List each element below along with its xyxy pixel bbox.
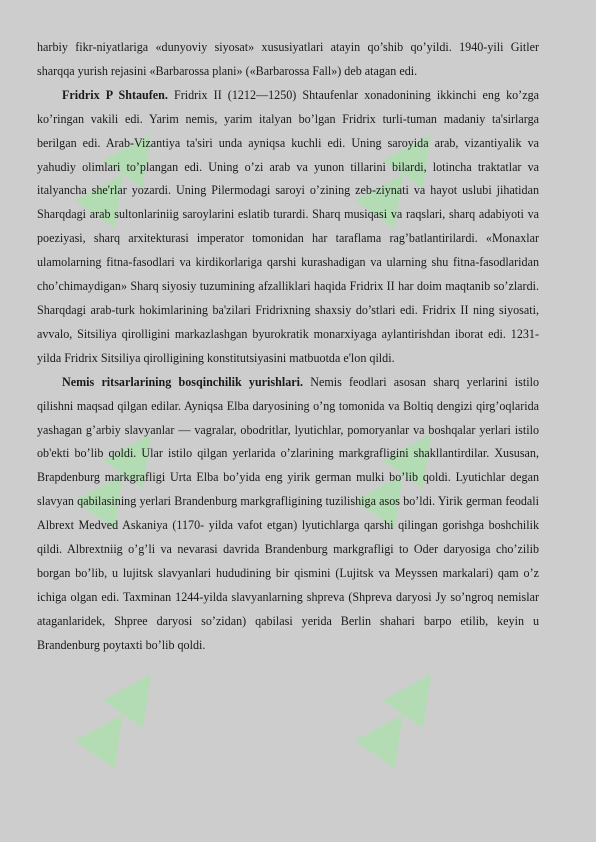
section-heading-nemis-ritsarlari: Nemis ritsarlarining bosqinchilik yurishlari.	[62, 374, 304, 389]
watermark-mark: ▶▶	[340, 650, 458, 774]
paragraph-text: Fridrix II (1212—1250) Shtaufenlar xonadonining ikkinchi eng ko’zga ko’ringan vakili edi. Yarim nemis, yarim italyan bo’lgan Fridrix turli-tuman madaniy ta'sirlarga berilgan edi. Arab-Vizantiya ta'siri unda ayniqsa kuchli edi. Uning saroyida arab, vizantiyalik va yahudiy olimlari to’plangan edi. Uning o’zi arab va yunon tillarini bilardi, lotincha traktatlar va italyancha she'rlar yozardi. Uning Pilermodagi saroyi o’zining zeb-ziynati va hayot uslubi jihatidan Sharqdagi arab sultonlariniig saroylarini eslatib turardi. Sharq musiqasi va raqslari, sharq adabiyoti va poeziyasi, sharq arxitekturasi imperator tomonidan har taraflama rag’batlantirilardi. «Monaxlar ulamolarning fitna-fasodlari va kirdikorlariga qarshi kurashadigan va ularning shu fitna-fasodlaridan cho’chimaydigan» Sharq siyosiy tuzumining afzalliklari haqida Fridrix II har doim maqtanib so’zlardi. Sharqdagi arab-turk hokimlarining ba'zilari Fridrixning shaxsiy do’stlari edi. Fridrix II ning siyosati, avvalo, Sitsiliya qirolligini markazlashgan byurokratik monarxiyaga aylantirishdan iborat edi. 1231- yilda Fridrix Sitsiliya qirolligining konstitutsiyasini matbuotda e'lon qildi.	[37, 87, 539, 365]
paragraph-text: harbiy fikr-niyatlariga «dunyoviy siyosat» xususiyatlari atayin qo’shib qo’yildi. 1940-yili Gitler sharqqa yurish rejasini «Barbarossa plani» («Barbarossa Fall») deb atagan edi.	[37, 40, 539, 78]
paragraph-3	[37, 371, 539, 658]
body-text	[37, 36, 539, 658]
watermark-mark: ▶▶	[340, 410, 458, 534]
paragraph-text: Nemis feodlari asosan sharq yerlarini istilo qilishni maqsad qilgan edilar. Ayniqsa Elba daryosining o’ng tomonida va Boltiq dengizi qirg’oqlarida yashagan g’arbiy slavyanlar — vagralar, obodritlar, lyutichlar, pomoryanlar va boshqalar yerlari istilo ob'ekti bo’lib qoldi. Ular istilo qilgan yerlarida o’zlarining markgrafligini shakllantirdilar. Xususan, Brapdenburg markgrafligi Urta Elba bo’yida eng yirik german mulki bo’lib qoldi. Lyutichlar degan slavyan qabilasining yerlari Brandenburg markgrafligining tuzilishiga asos bo’ldi. Yirik german feodali Albrext Medved Askaniya (1170- yilda vafot etgan) lyutichlarga qarshi qilingan gorishga boshchilik qildi. Albrextniig o’g’li va nevarasi davrida Brandenburg markgrafligi to Oder daryosiga cho’zilib borgan bo’lib, u lujitsk slavyanlari hududining bir qismini (Lujitsk va Meyssen markalari) qam o’z ichiga olgan edi. Taxminan 1244-yilda slavyanlarning shpreva (Shpreva daryosi Jy so’ngroq nemislar ataganlaridek, Shpree daryosi so’zidan) qabilasi yerida Berlin shahari barpo etilib, keyin u Brandenburg poytaxti bo’lib qoldi.	[37, 374, 540, 652]
paragraph-1	[37, 36, 539, 84]
watermark-mark: ▶▶	[60, 410, 178, 534]
watermark-mark: ▶▶	[60, 650, 178, 774]
watermark-mark: ▶▶	[340, 110, 458, 234]
watermark-mark: ▶▶	[60, 110, 178, 234]
section-heading-fridrix: Fridrix P Shtaufen.	[62, 87, 168, 102]
paragraph-2	[37, 84, 539, 371]
